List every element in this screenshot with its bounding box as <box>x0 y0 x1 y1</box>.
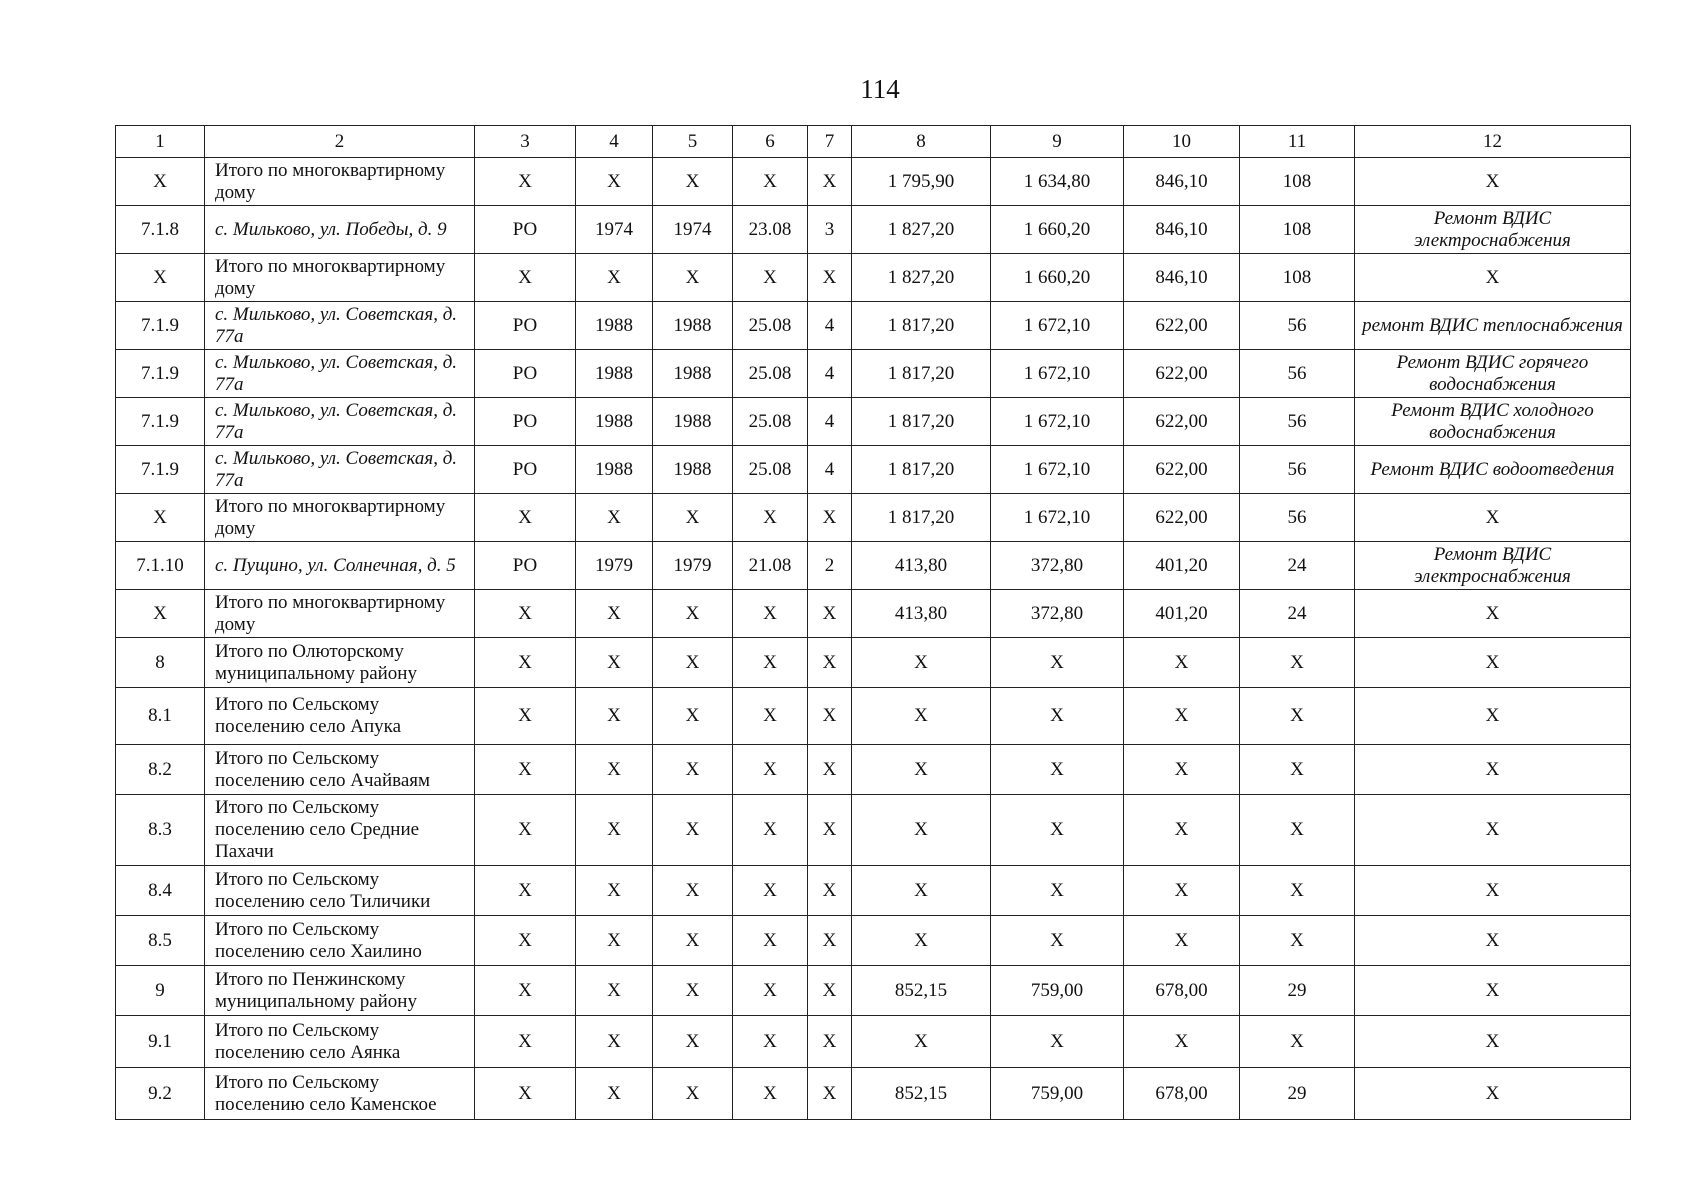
value-cell: 401,20 <box>1124 590 1240 638</box>
floors-cell: X <box>808 745 852 795</box>
year-commissioned-cell: 1988 <box>653 446 733 494</box>
total-area-cell: 1 827,20 <box>852 254 991 302</box>
value-cell: 622,00 <box>1124 350 1240 398</box>
address-cell: Итого по многоквартирному дому <box>205 494 475 542</box>
total-area-cell: 1 817,20 <box>852 302 991 350</box>
count-cell: 108 <box>1240 206 1355 254</box>
operator-cell: РО <box>475 398 576 446</box>
address-cell: с. Мильково, ул. Победы, д. 9 <box>205 206 475 254</box>
total-area-cell: 1 827,20 <box>852 206 991 254</box>
date-cell: X <box>733 966 808 1016</box>
date-cell: X <box>733 590 808 638</box>
address-cell: Итого по многоквартирному дому <box>205 158 475 206</box>
address-cell: с. Пущино, ул. Солнечная, д. 5 <box>205 542 475 590</box>
work-type-cell: Ремонт ВДИС водоотведения <box>1355 446 1631 494</box>
floors-cell: 4 <box>808 350 852 398</box>
year-built-cell: X <box>576 158 653 206</box>
row-number: 8.4 <box>116 866 205 916</box>
work-type-cell: Ремонт ВДИС электроснабжения <box>1355 542 1631 590</box>
table-row <box>116 866 1631 916</box>
value-cell: X <box>1124 916 1240 966</box>
row-number: 7.1.10 <box>116 542 205 590</box>
value-cell: X <box>1124 638 1240 688</box>
operator-cell: X <box>475 688 576 745</box>
row-number: X <box>116 254 205 302</box>
value-cell: 622,00 <box>1124 302 1240 350</box>
table-row <box>116 916 1631 966</box>
floors-cell: X <box>808 795 852 866</box>
date-cell: 25.08 <box>733 302 808 350</box>
row-number: 7.1.9 <box>116 302 205 350</box>
address-cell: Итого по Сельскому поселению село Аянка <box>205 1016 475 1068</box>
living-area-cell: 1 660,20 <box>991 254 1124 302</box>
work-type-cell: Ремонт ВДИС электроснабжения <box>1355 206 1631 254</box>
work-type-cell: X <box>1355 688 1631 745</box>
date-cell: 25.08 <box>733 398 808 446</box>
table-row <box>116 795 1631 866</box>
count-cell: 56 <box>1240 350 1355 398</box>
column-header: 11 <box>1240 126 1355 158</box>
total-area-cell: X <box>852 795 991 866</box>
year-built-cell: 1988 <box>576 302 653 350</box>
floors-cell: X <box>808 494 852 542</box>
floors-cell: X <box>808 866 852 916</box>
date-cell: X <box>733 866 808 916</box>
date-cell: X <box>733 254 808 302</box>
count-cell: X <box>1240 638 1355 688</box>
value-cell: 846,10 <box>1124 206 1240 254</box>
year-commissioned-cell: 1988 <box>653 302 733 350</box>
value-cell: X <box>1124 688 1240 745</box>
year-commissioned-cell: X <box>653 866 733 916</box>
year-commissioned-cell: X <box>653 1068 733 1120</box>
date-cell: X <box>733 638 808 688</box>
column-header: 9 <box>991 126 1124 158</box>
floors-cell: X <box>808 590 852 638</box>
table-row <box>116 398 1631 446</box>
year-built-cell: 1988 <box>576 350 653 398</box>
operator-cell: X <box>475 158 576 206</box>
floors-cell: 4 <box>808 302 852 350</box>
row-number: 7.1.8 <box>116 206 205 254</box>
date-cell: X <box>733 1016 808 1068</box>
operator-cell: X <box>475 1068 576 1120</box>
year-commissioned-cell: X <box>653 1016 733 1068</box>
year-built-cell: 1988 <box>576 446 653 494</box>
year-commissioned-cell: X <box>653 916 733 966</box>
floors-cell: X <box>808 1068 852 1120</box>
value-cell: X <box>1124 745 1240 795</box>
count-cell: 108 <box>1240 158 1355 206</box>
operator-cell: X <box>475 966 576 1016</box>
total-area-cell: X <box>852 1016 991 1068</box>
year-commissioned-cell: 1988 <box>653 350 733 398</box>
count-cell: 108 <box>1240 254 1355 302</box>
year-commissioned-cell: 1979 <box>653 542 733 590</box>
year-built-cell: X <box>576 1068 653 1120</box>
year-built-cell: 1979 <box>576 542 653 590</box>
row-number: 7.1.9 <box>116 350 205 398</box>
address-cell: Итого по многоквартирному дому <box>205 590 475 638</box>
address-cell: с. Мильково, ул. Советская, д. 77а <box>205 350 475 398</box>
year-built-cell: X <box>576 745 653 795</box>
living-area-cell: 372,80 <box>991 542 1124 590</box>
work-type-cell: X <box>1355 795 1631 866</box>
floors-cell: X <box>808 638 852 688</box>
count-cell: 24 <box>1240 590 1355 638</box>
total-area-cell: 1 817,20 <box>852 446 991 494</box>
row-number: X <box>116 590 205 638</box>
date-cell: X <box>733 745 808 795</box>
year-built-cell: 1974 <box>576 206 653 254</box>
floors-cell: X <box>808 254 852 302</box>
column-header: 10 <box>1124 126 1240 158</box>
value-cell: X <box>1124 866 1240 916</box>
value-cell: 622,00 <box>1124 398 1240 446</box>
date-cell: 21.08 <box>733 542 808 590</box>
row-number: 8.5 <box>116 916 205 966</box>
count-cell: 56 <box>1240 494 1355 542</box>
living-area-cell: 1 660,20 <box>991 206 1124 254</box>
count-cell: X <box>1240 1016 1355 1068</box>
year-commissioned-cell: X <box>653 638 733 688</box>
date-cell: X <box>733 158 808 206</box>
year-built-cell: X <box>576 590 653 638</box>
value-cell: 846,10 <box>1124 254 1240 302</box>
table-row <box>116 254 1631 302</box>
count-cell: 56 <box>1240 302 1355 350</box>
value-cell: 622,00 <box>1124 494 1240 542</box>
total-area-cell: 413,80 <box>852 590 991 638</box>
year-built-cell: X <box>576 866 653 916</box>
living-area-cell: 759,00 <box>991 966 1124 1016</box>
floors-cell: 3 <box>808 206 852 254</box>
column-header: 6 <box>733 126 808 158</box>
count-cell: 56 <box>1240 398 1355 446</box>
year-commissioned-cell: X <box>653 966 733 1016</box>
date-cell: 25.08 <box>733 350 808 398</box>
year-built-cell: X <box>576 795 653 866</box>
address-cell: с. Мильково, ул. Советская, д. 77а <box>205 302 475 350</box>
table-row <box>116 350 1631 398</box>
column-header: 4 <box>576 126 653 158</box>
floors-cell: 4 <box>808 398 852 446</box>
address-cell: Итого по Сельскому поселению село Хаилино <box>205 916 475 966</box>
floors-cell: 2 <box>808 542 852 590</box>
total-area-cell: 1 795,90 <box>852 158 991 206</box>
address-cell: Итого по Сельскому поселению село Апука <box>205 688 475 745</box>
total-area-cell: 1 817,20 <box>852 494 991 542</box>
date-cell: 25.08 <box>733 446 808 494</box>
living-area-cell: X <box>991 1016 1124 1068</box>
address-cell: Итого по Пенжинскому муниципальному району <box>205 966 475 1016</box>
work-type-cell: X <box>1355 966 1631 1016</box>
value-cell: X <box>1124 1016 1240 1068</box>
work-type-cell: Ремонт ВДИС холодного водоснабжения <box>1355 398 1631 446</box>
year-built-cell: X <box>576 254 653 302</box>
living-area-cell: 1 672,10 <box>991 494 1124 542</box>
operator-cell: X <box>475 745 576 795</box>
living-area-cell: X <box>991 745 1124 795</box>
table-row <box>116 542 1631 590</box>
work-type-cell: X <box>1355 590 1631 638</box>
year-commissioned-cell: X <box>653 158 733 206</box>
living-area-cell: 372,80 <box>991 590 1124 638</box>
floors-cell: X <box>808 688 852 745</box>
total-area-cell: 1 817,20 <box>852 398 991 446</box>
living-area-cell: 1 634,80 <box>991 158 1124 206</box>
value-cell: 401,20 <box>1124 542 1240 590</box>
address-cell: Итого по Сельскому поселению село Средние Пахачи <box>205 795 475 866</box>
work-type-cell: X <box>1355 866 1631 916</box>
year-commissioned-cell: X <box>653 745 733 795</box>
year-commissioned-cell: X <box>653 795 733 866</box>
row-number: 8 <box>116 638 205 688</box>
work-type-cell: X <box>1355 158 1631 206</box>
total-area-cell: X <box>852 866 991 916</box>
row-number: X <box>116 494 205 542</box>
year-built-cell: X <box>576 688 653 745</box>
year-built-cell: X <box>576 966 653 1016</box>
column-header: 7 <box>808 126 852 158</box>
operator-cell: X <box>475 494 576 542</box>
operator-cell: РО <box>475 302 576 350</box>
living-area-cell: 1 672,10 <box>991 350 1124 398</box>
operator-cell: X <box>475 590 576 638</box>
work-type-cell: Ремонт ВДИС горячего водоснабжения <box>1355 350 1631 398</box>
operator-cell: РО <box>475 206 576 254</box>
row-number: 8.2 <box>116 745 205 795</box>
count-cell: X <box>1240 745 1355 795</box>
count-cell: 29 <box>1240 1068 1355 1120</box>
year-commissioned-cell: X <box>653 254 733 302</box>
year-commissioned-cell: 1974 <box>653 206 733 254</box>
value-cell: 678,00 <box>1124 1068 1240 1120</box>
operator-cell: X <box>475 638 576 688</box>
row-number: 7.1.9 <box>116 446 205 494</box>
operator-cell: X <box>475 916 576 966</box>
column-header: 8 <box>852 126 991 158</box>
row-number: 9 <box>116 966 205 1016</box>
year-built-cell: X <box>576 1016 653 1068</box>
operator-cell: X <box>475 795 576 866</box>
work-type-cell: X <box>1355 1016 1631 1068</box>
header-row <box>116 126 1631 158</box>
table-row <box>116 206 1631 254</box>
operator-cell: РО <box>475 542 576 590</box>
count-cell: X <box>1240 795 1355 866</box>
floors-cell: X <box>808 158 852 206</box>
operator-cell: РО <box>475 446 576 494</box>
table-row <box>116 1068 1631 1120</box>
total-area-cell: X <box>852 916 991 966</box>
count-cell: 29 <box>1240 966 1355 1016</box>
floors-cell: X <box>808 966 852 1016</box>
column-header: 3 <box>475 126 576 158</box>
address-cell: Итого по Сельскому поселению село Каменское <box>205 1068 475 1120</box>
date-cell: X <box>733 688 808 745</box>
living-area-cell: X <box>991 638 1124 688</box>
living-area-cell: 1 672,10 <box>991 446 1124 494</box>
table-row <box>116 638 1631 688</box>
work-type-cell: X <box>1355 916 1631 966</box>
year-commissioned-cell: X <box>653 590 733 638</box>
work-type-cell: X <box>1355 494 1631 542</box>
table-row <box>116 688 1631 745</box>
year-built-cell: X <box>576 916 653 966</box>
table-row <box>116 158 1631 206</box>
operator-cell: X <box>475 866 576 916</box>
table-row <box>116 1016 1631 1068</box>
total-area-cell: X <box>852 638 991 688</box>
operator-cell: X <box>475 254 576 302</box>
count-cell: X <box>1240 688 1355 745</box>
total-area-cell: X <box>852 688 991 745</box>
operator-cell: X <box>475 1016 576 1068</box>
date-cell: 23.08 <box>733 206 808 254</box>
living-area-cell: X <box>991 916 1124 966</box>
total-area-cell: 1 817,20 <box>852 350 991 398</box>
operator-cell: РО <box>475 350 576 398</box>
table-row <box>116 966 1631 1016</box>
living-area-cell: X <box>991 688 1124 745</box>
count-cell: 56 <box>1240 446 1355 494</box>
address-cell: Итого по многоквартирному дому <box>205 254 475 302</box>
column-header: 12 <box>1355 126 1631 158</box>
living-area-cell: 1 672,10 <box>991 302 1124 350</box>
column-header: 2 <box>205 126 475 158</box>
table-row <box>116 446 1631 494</box>
date-cell: X <box>733 795 808 866</box>
table-row <box>116 745 1631 795</box>
row-number: X <box>116 158 205 206</box>
address-cell: Итого по Сельскому поселению село Тиличики <box>205 866 475 916</box>
total-area-cell: 852,15 <box>852 1068 991 1120</box>
living-area-cell: 1 672,10 <box>991 398 1124 446</box>
address-cell: Итого по Олюторскому муниципальному району <box>205 638 475 688</box>
total-area-cell: 413,80 <box>852 542 991 590</box>
date-cell: X <box>733 1068 808 1120</box>
floors-cell: X <box>808 916 852 966</box>
address-cell: с. Мильково, ул. Советская, д. 77а <box>205 398 475 446</box>
year-commissioned-cell: X <box>653 494 733 542</box>
table-row <box>116 302 1631 350</box>
table-row <box>116 494 1631 542</box>
total-area-cell: X <box>852 745 991 795</box>
year-built-cell: X <box>576 638 653 688</box>
row-number: 8.3 <box>116 795 205 866</box>
work-type-cell: X <box>1355 254 1631 302</box>
register-table <box>115 125 1631 1120</box>
value-cell: 846,10 <box>1124 158 1240 206</box>
floors-cell: 4 <box>808 446 852 494</box>
year-built-cell: 1988 <box>576 398 653 446</box>
date-cell: X <box>733 494 808 542</box>
count-cell: X <box>1240 916 1355 966</box>
address-cell: Итого по Сельскому поселению село Ачайваям <box>205 745 475 795</box>
row-number: 8.1 <box>116 688 205 745</box>
table-row <box>116 590 1631 638</box>
row-number: 9.2 <box>116 1068 205 1120</box>
column-header: 5 <box>653 126 733 158</box>
row-number: 7.1.9 <box>116 398 205 446</box>
floors-cell: X <box>808 1016 852 1068</box>
address-cell: с. Мильково, ул. Советская, д. 77а <box>205 446 475 494</box>
living-area-cell: 759,00 <box>991 1068 1124 1120</box>
row-number: 9.1 <box>116 1016 205 1068</box>
value-cell: X <box>1124 795 1240 866</box>
total-area-cell: 852,15 <box>852 966 991 1016</box>
work-type-cell: X <box>1355 638 1631 688</box>
work-type-cell: X <box>1355 1068 1631 1120</box>
value-cell: 622,00 <box>1124 446 1240 494</box>
count-cell: X <box>1240 866 1355 916</box>
date-cell: X <box>733 916 808 966</box>
page-number: 114 <box>860 74 900 104</box>
year-built-cell: X <box>576 494 653 542</box>
value-cell: 678,00 <box>1124 966 1240 1016</box>
column-header: 1 <box>116 126 205 158</box>
living-area-cell: X <box>991 866 1124 916</box>
living-area-cell: X <box>991 795 1124 866</box>
count-cell: 24 <box>1240 542 1355 590</box>
year-commissioned-cell: X <box>653 688 733 745</box>
work-type-cell: ремонт ВДИС теплоснабжения <box>1355 302 1631 350</box>
year-commissioned-cell: 1988 <box>653 398 733 446</box>
work-type-cell: X <box>1355 745 1631 795</box>
